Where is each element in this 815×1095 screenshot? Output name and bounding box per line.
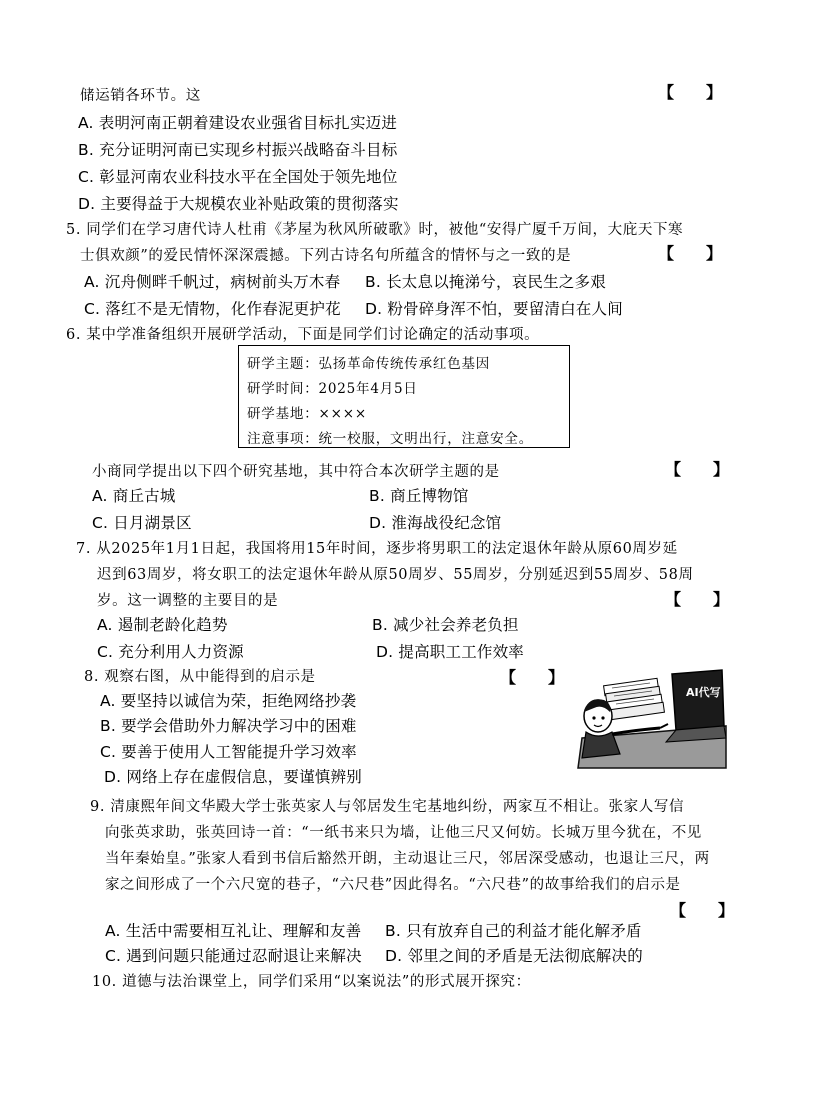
q5-option-c[interactable]: C. 落红不是无情物，化作春泥更护花 <box>84 300 341 318</box>
q7-option-d[interactable]: D. 提高职工工作效率 <box>376 643 524 661</box>
ai-writing-cartoon <box>576 668 728 770</box>
q7-option-b[interactable]: B. 减少社会养老负担 <box>372 616 519 634</box>
q6-option-d[interactable]: D. 淮海战役纪念馆 <box>369 514 502 532</box>
q6-option-c[interactable]: C. 日月湖景区 <box>92 514 192 532</box>
q6-answer-bracket[interactable]: 【 】 <box>665 460 730 479</box>
q7-answer-bracket[interactable]: 【 】 <box>665 590 730 609</box>
q8-option-a[interactable]: A. 要坚持以诚信为荣，拒绝网络抄袭 <box>100 692 357 710</box>
q8-answer-bracket[interactable]: 【 】 <box>500 668 565 687</box>
q5-stem-line-1: 5. 同学们在学习唐代诗人杜甫《茅屋为秋风所破歌》时，被他“安得广厦千万间，大庇天下寒 <box>66 222 684 238</box>
q10-stem: 10. 道德与法治课堂上，同学们采用“以案说法”的形式展开探究： <box>92 974 531 990</box>
q6-box-notes: 注意事项：统一校服，文明出行，注意安全。 <box>247 431 533 447</box>
q6-option-b[interactable]: B. 商丘博物馆 <box>369 487 469 505</box>
q8-option-c[interactable]: C. 要善于使用人工智能提升学习效率 <box>100 743 357 761</box>
q4-option-a[interactable]: A. 表明河南正朝着建设农业强省目标扎实迈进 <box>78 114 398 132</box>
q9-stem-line-3: 当年秦始皇。”张家人看到书信后豁然开朗，主动退让三尺，邻居深受感动，也退让三尺，两 <box>105 851 710 867</box>
q9-stem-line-2: 向张英求助，张英回诗一首：“一纸书来只为墙，让他三尺又何妨。长城万里今犹在，不见 <box>105 825 702 841</box>
q6-option-a[interactable]: A. 商丘古城 <box>92 487 176 505</box>
laptop-screen <box>672 670 724 730</box>
q7-stem-line-3: 岁。这一调整的主要目的是 <box>97 593 279 609</box>
q4-stem-tail: 储运销各环节。这 <box>80 88 201 104</box>
q8-stem: 8. 观察右图，从中能得到的启示是 <box>84 669 316 685</box>
q5-answer-bracket[interactable]: 【 】 <box>658 244 723 263</box>
q4-option-c[interactable]: C. 彰显河南农业科技水平在全国处于领先地位 <box>78 168 398 186</box>
paper-stack <box>604 678 665 719</box>
q8-option-d[interactable]: D. 网络上存在虚假信息，要谨慎辨别 <box>104 768 362 786</box>
q6-box-theme: 研学主题：弘扬革命传统传承红色基因 <box>247 356 491 372</box>
q9-option-b[interactable]: B. 只有放弃自己的利益才能化解矛盾 <box>385 922 642 940</box>
q9-stem-line-1: 9. 清康熙年间文华殿大学士张英家人与邻居发生宅基地纠纷，两家互不相让。张家人写信 <box>90 799 685 815</box>
q4-option-d[interactable]: D. 主要得益于大规模农业补贴政策的贯彻落实 <box>78 195 399 213</box>
q6-box-time: 研学时间：2025年4月5日 <box>247 381 418 397</box>
q5-option-d[interactable]: D. 粉骨碎身浑不怕，要留清白在人间 <box>365 300 623 318</box>
q5-option-b[interactable]: B. 长太息以掩涕兮，哀民生之多艰 <box>365 273 606 291</box>
q8-option-b[interactable]: B. 要学会借助外力解决学习中的困难 <box>100 717 357 735</box>
q6-stem: 6. 某中学准备组织开展研学活动，下面是同学们讨论确定的活动事项。 <box>66 327 540 343</box>
q6-info-box <box>238 345 570 448</box>
laptop-screen-label: AI代写 <box>686 686 721 699</box>
q4-answer-bracket[interactable]: 【 】 <box>658 83 723 102</box>
q4-option-b[interactable]: B. 充分证明河南已实现乡村振兴战略奋斗目标 <box>78 141 398 159</box>
q9-stem-line-4: 家之间形成了一个六尺宽的巷子，“六尺巷”因此得名。“六尺巷”的故事给我们的启示是 <box>105 877 681 893</box>
q5-option-a[interactable]: A. 沉舟侧畔千帆过，病树前头万木春 <box>84 273 341 291</box>
q7-stem-line-1: 7. 从2025年1月1日起，我国将用15年时间，逐步将男职工的法定退休年龄从原60周岁延 <box>76 541 678 557</box>
q7-option-a[interactable]: A. 遏制老龄化趋势 <box>97 616 228 634</box>
q6-question: 小商同学提出以下四个研究基地，其中符合本次研学主题的是 <box>92 464 500 480</box>
q7-stem-line-2: 迟到63周岁，将女职工的法定退休年龄从原50周岁、55周岁，分别延迟到55周岁、58周 <box>97 567 694 583</box>
q9-answer-bracket[interactable]: 【 】 <box>670 901 735 920</box>
q9-option-a[interactable]: A. 生活中需要相互礼让、理解和友善 <box>105 922 362 940</box>
q5-stem-line-2: 士俱欢颜”的爱民情怀深深震撼。下列古诗名句所蕴含的情怀与之一致的是 <box>80 248 572 264</box>
q6-box-base: 研学基地：×××× <box>247 406 367 422</box>
q9-option-c[interactable]: C. 遇到问题只能通过忍耐退让来解决 <box>105 947 362 965</box>
q9-option-d[interactable]: D. 邻里之间的矛盾是无法彻底解决的 <box>385 947 643 965</box>
q7-option-c[interactable]: C. 充分利用人力资源 <box>97 643 244 661</box>
